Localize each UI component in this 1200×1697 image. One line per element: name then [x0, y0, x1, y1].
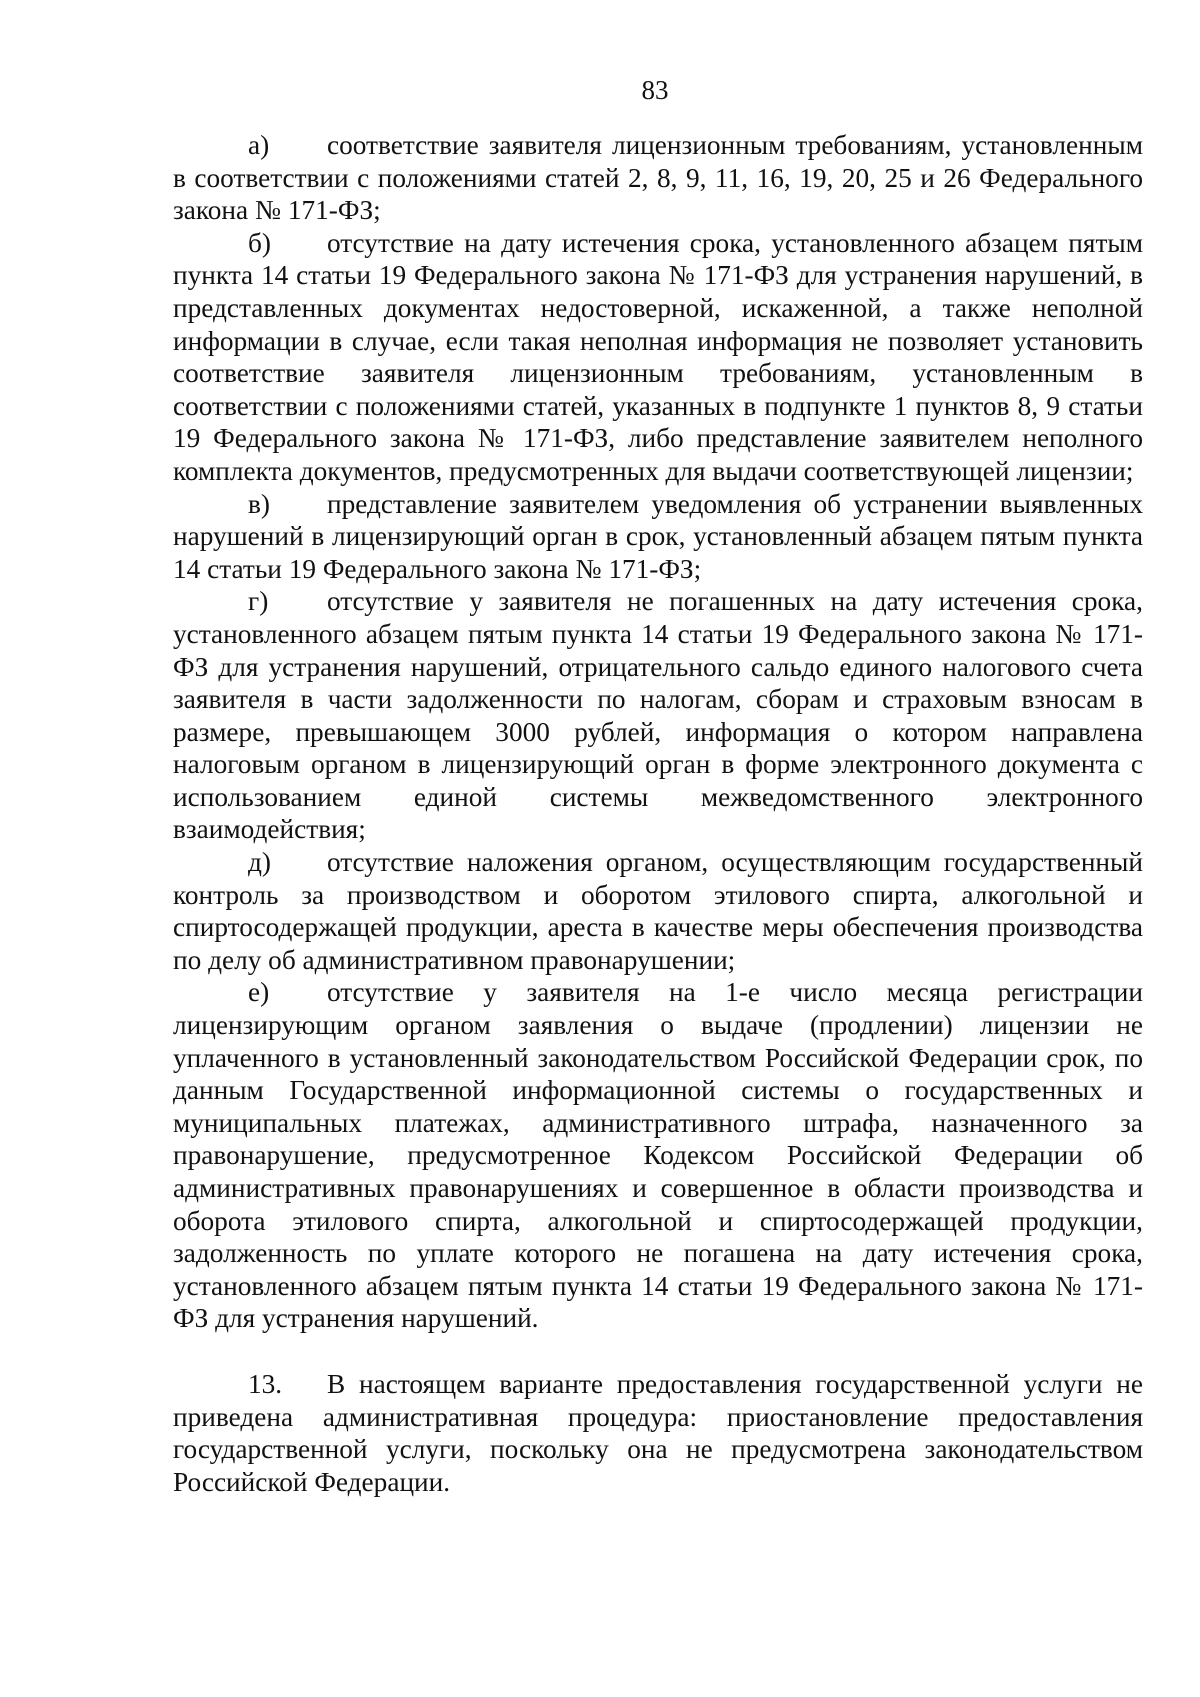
list-item-text: отсутствие на дату истечения срока, установленного абзацем пятым пункта 14 статьи 19 Федерального закона № 171-ФЗ для устранения нарушений, в представленных документах недостоверной, искаженной, а также неполной информации в случае, если такая неполная информация не позволяет установить соответствие заявителя лицензионным требованиям, установленным в соответствии с положениями статей, указанных в подпункте 1 пунктов 8, 9 статьи 19 Федерального закона № 171-ФЗ, либо представление заявителем неполного комплекта документов, предусмотренных для выдачи соответствующей лицензии;: [173, 227, 1143, 486]
list-item-marker: б): [248, 227, 271, 258]
list-item-text: соответствие заявителя лицензионным требованиям, установленным в соответствии с положениями статей 2, 8, 9, 11, 16, 19, 20, 25 и 26 Федерального закона № 171-ФЗ;: [173, 130, 1143, 226]
list-item-marker: е): [248, 977, 270, 1008]
list-item-text: отсутствие у заявителя на 1-е число месяца регистрации лицензирующим органом заявления о выдаче (продлении) лицензии не уплаченного в установленный законодательством Российской Федерации срок, по данным Государственной информационной системы о государственных и муниципальных платежах, административного штрафа, назначенного за правонарушение, предусмотренное Кодексом Российской Федерации об административных правонарушениях и совершенное в области производства и оборота этилового спирта, алкогольной и спиртосодержащей продукции, задолженность по уплате которого не погашена на дату истечения срока, установленного абзацем пятым пункта 14 статьи 19 Федерального закона № 171-ФЗ для устранения нарушений.: [173, 977, 1143, 1334]
paragraph-gap: [173, 1335, 1143, 1368]
list-item-marker: в): [248, 488, 270, 519]
list-item-a: [173, 129, 1143, 227]
section-13-text: В настоящем варианте предоставления государственной услуги не приведена административная процедура: приостановление предоставления государственной услуги, поскольку она не предусмотрена законодательством Российской Федерации.: [173, 1368, 1143, 1497]
list-item-marker: а): [248, 130, 270, 160]
page-number: 83: [641, 75, 669, 105]
list-item-d: [173, 846, 1143, 976]
list-item-b: [173, 227, 1143, 488]
list-item-text: представление заявителем уведомления об устранении выявленных нарушений в лицензирующий орган в срок, установленный абзацем пятым пункта 14 статьи 19 Федерального закона № 171-ФЗ;: [173, 488, 1143, 584]
list-item-marker: г): [248, 586, 269, 617]
list-item-v: [173, 488, 1143, 586]
list-item-marker: д): [248, 847, 271, 878]
section-13-paragraph: [173, 1368, 1143, 1498]
document-body: [173, 129, 1143, 1498]
list-item-text: отсутствие наложения органом, осуществляющим государственный контроль за производством и оборотом этилового спирта, алкогольной и спиртосодержащей продукции, ареста в качестве меры обеспечения производства по делу об административном правонарушении;: [173, 847, 1143, 975]
list-item-g: [173, 585, 1143, 846]
list-item-text: отсутствие у заявителя не погашенных на дату истечения срока, установленного абзацем пятым пункта 14 статьи 19 Федерального закона № 171-ФЗ для устранения нарушений, отрицательного сальдо единого налогового счета заявителя в части задолженности по налогам, сборам и страховым взносам в размере, превышающем 3000 рублей, информация о котором направлена налоговым органом в лицензирующий орган в форме электронного документа с использованием единой системы межведомственного электронного взаимодействия;: [173, 586, 1143, 845]
list-item-e: [173, 976, 1143, 1335]
section-number: 13.: [248, 1368, 283, 1399]
